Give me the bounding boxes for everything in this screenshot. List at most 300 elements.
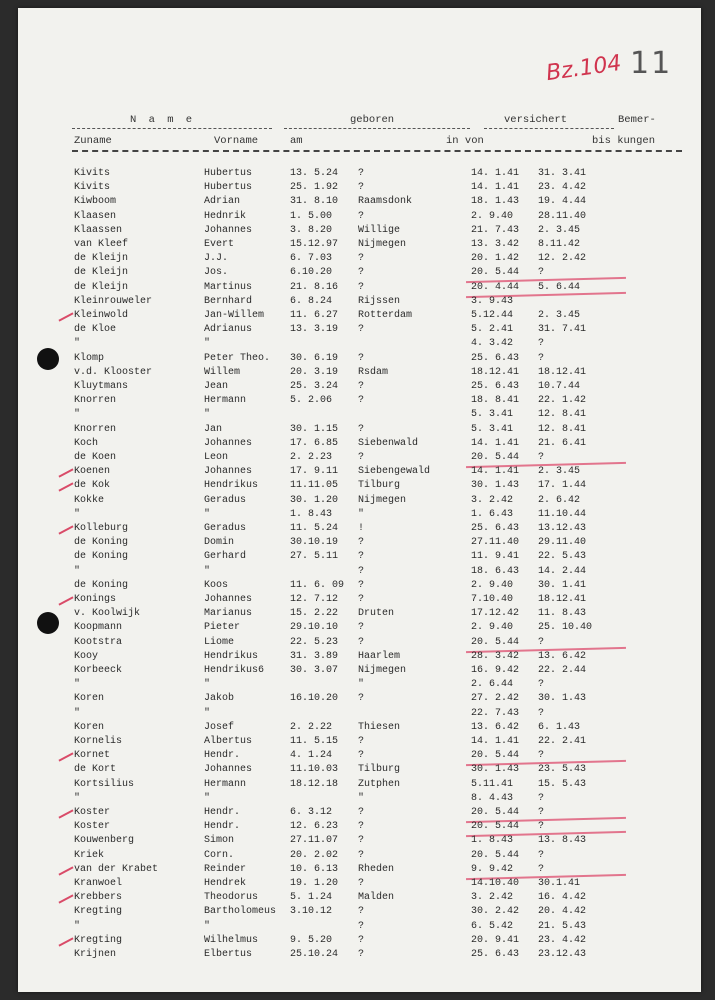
cell-place: ? bbox=[358, 565, 365, 577]
cell-v1: 1. 6.43 bbox=[471, 508, 514, 520]
table-row bbox=[18, 395, 701, 409]
cell-date: 12. 6.23 bbox=[290, 821, 339, 833]
cell-date: 11. 6.27 bbox=[290, 310, 339, 321]
cell-place: Rotterdam bbox=[358, 310, 413, 321]
cell-date: 27. 5.11 bbox=[290, 551, 339, 563]
cell-surname: Konings bbox=[74, 594, 117, 605]
cell-date: 11.11.05 bbox=[290, 480, 339, 492]
cell-surname: de Kleijn bbox=[74, 281, 129, 293]
table-row bbox=[18, 253, 701, 267]
cell-v1: 18.12.41 bbox=[471, 366, 520, 378]
cell-surname: Koren bbox=[74, 693, 105, 705]
cell-surname: Kiwboom bbox=[74, 196, 117, 208]
table-row bbox=[18, 921, 701, 935]
table-row bbox=[18, 594, 701, 608]
cell-v2: ? bbox=[538, 636, 545, 648]
cell-date: 25. 1.92 bbox=[290, 182, 339, 194]
cell-v2: 12. 2.42 bbox=[538, 253, 587, 265]
cell-place: Tilburg bbox=[358, 764, 401, 776]
cell-v1: 14. 1.41 bbox=[471, 466, 520, 478]
table-row bbox=[18, 665, 701, 679]
table-row bbox=[18, 651, 701, 665]
cell-v1: 4. 3.42 bbox=[471, 338, 514, 350]
cell-surname: Korbeeck bbox=[74, 665, 123, 676]
cell-surname: Koster bbox=[74, 821, 111, 833]
cell-place: ? bbox=[358, 352, 365, 364]
cell-first: Theodorus bbox=[204, 892, 259, 904]
cell-place: ! bbox=[358, 523, 365, 534]
cell-v1: 18. 6.43 bbox=[471, 565, 520, 577]
cell-place: ? bbox=[358, 267, 365, 279]
cell-place: ? bbox=[358, 579, 365, 591]
cell-v2: 5. 6.44 bbox=[538, 281, 581, 293]
cell-first: " bbox=[204, 792, 211, 804]
cell-place: ? bbox=[358, 537, 365, 549]
cell-v1: 17.12.42 bbox=[471, 608, 520, 620]
cell-surname: Kregting bbox=[74, 906, 123, 918]
cell-first: " bbox=[204, 679, 211, 691]
cell-v2: 25. 10.40 bbox=[538, 622, 593, 634]
cell-surname: Knorren bbox=[74, 395, 117, 407]
table-row bbox=[18, 906, 701, 920]
cell-v1: 28. 3.42 bbox=[471, 650, 520, 662]
cell-surname: " bbox=[74, 565, 81, 577]
table-row bbox=[18, 239, 701, 253]
cell-first: Geradus bbox=[204, 494, 247, 506]
cell-place: " bbox=[358, 508, 365, 520]
table-row bbox=[18, 935, 701, 949]
cell-v1: 1. 8.43 bbox=[471, 835, 514, 847]
cell-v1: 3. 9.43 bbox=[471, 295, 514, 307]
cell-v2: 23.12.43 bbox=[538, 949, 587, 960]
cell-v1: 7.10.40 bbox=[471, 594, 514, 605]
cell-first: Josef bbox=[204, 721, 235, 733]
cell-surname: de Kloe bbox=[74, 324, 117, 336]
table-row bbox=[18, 566, 701, 580]
cell-date: 31. 8.10 bbox=[290, 196, 339, 208]
cell-first: Bartholomeus bbox=[204, 906, 277, 918]
header-bis-kungen: bis kungen bbox=[592, 135, 656, 147]
cell-first: Jan bbox=[204, 423, 223, 435]
cell-place: ? bbox=[358, 835, 365, 847]
cell-v1: 14. 1.41 bbox=[471, 168, 520, 179]
cell-first: Hermann bbox=[204, 778, 247, 790]
cell-v2: 17. 1.44 bbox=[538, 480, 587, 492]
cell-surname: " bbox=[74, 679, 81, 691]
cell-surname: Knorren bbox=[74, 423, 117, 435]
cell-v1: 2. 9.40 bbox=[471, 622, 514, 634]
punch-hole-top bbox=[37, 348, 59, 370]
cell-first: Jean bbox=[204, 381, 229, 392]
cell-first: Wilhelmus bbox=[204, 934, 259, 946]
cell-first: J.J. bbox=[204, 253, 229, 265]
cell-date: 11. 5.24 bbox=[290, 523, 339, 534]
cell-v2: 2. 3.45 bbox=[538, 466, 581, 478]
cell-surname: van Kleef bbox=[74, 239, 129, 250]
cell-v2: 14. 2.44 bbox=[538, 565, 587, 577]
cell-v1: 2. 6.44 bbox=[471, 679, 514, 691]
cell-v2: 13.12.43 bbox=[538, 523, 587, 534]
cell-place: Rsdam bbox=[358, 366, 389, 378]
cell-date: 30. 3.07 bbox=[290, 665, 339, 676]
cell-v1: 25. 6.43 bbox=[471, 352, 520, 364]
table-row bbox=[18, 196, 701, 210]
cell-v1: 13. 6.42 bbox=[471, 721, 520, 733]
cell-v1: 20. 1.42 bbox=[471, 253, 520, 265]
table-row bbox=[18, 367, 701, 381]
cell-first: Johannes bbox=[204, 764, 253, 776]
cell-v2: 6. 1.43 bbox=[538, 721, 581, 733]
table-row bbox=[18, 338, 701, 352]
cell-v2: 22. 2.41 bbox=[538, 736, 587, 747]
cell-v2: 11. 8.43 bbox=[538, 608, 587, 620]
cell-v2: 2. 6.42 bbox=[538, 494, 581, 506]
table-row bbox=[18, 182, 701, 196]
cell-date: 19. 1.20 bbox=[290, 878, 339, 889]
cell-date: 30. 1.15 bbox=[290, 423, 339, 435]
cell-v2: 30. 1.43 bbox=[538, 693, 587, 705]
cell-v2: 20. 4.42 bbox=[538, 906, 587, 918]
cell-v2: 30.1.41 bbox=[538, 878, 581, 889]
cell-place: ? bbox=[358, 210, 365, 222]
cell-v1: 11. 9.41 bbox=[471, 551, 520, 563]
cell-v1: 25. 6.43 bbox=[471, 381, 520, 392]
cell-v1: 2. 9.40 bbox=[471, 579, 514, 591]
cell-first: Pieter bbox=[204, 622, 241, 634]
cell-v1: 14. 1.41 bbox=[471, 736, 520, 747]
cell-date: 5. 1.24 bbox=[290, 892, 333, 904]
cell-date: 30. 6.19 bbox=[290, 352, 339, 364]
cell-surname: Kortsilius bbox=[74, 778, 135, 790]
cell-v2: 22. 1.42 bbox=[538, 395, 587, 407]
header-versichert: versichert bbox=[504, 114, 568, 126]
table-row bbox=[18, 779, 701, 793]
cell-first: Adrian bbox=[204, 196, 241, 208]
cell-v1: 6. 5.42 bbox=[471, 920, 514, 932]
cell-v2: 2. 3.45 bbox=[538, 224, 581, 236]
cell-first: Hednrik bbox=[204, 210, 247, 222]
cell-date: 9. 5.20 bbox=[290, 934, 333, 946]
cell-first: Albertus bbox=[204, 736, 253, 747]
cell-surname: Klaassen bbox=[74, 224, 123, 236]
cell-first: Geradus bbox=[204, 523, 247, 534]
cell-place: ? bbox=[358, 736, 365, 747]
cell-place: ? bbox=[358, 906, 365, 918]
cell-surname: v.d. Klooster bbox=[74, 366, 153, 378]
table-row bbox=[18, 296, 701, 310]
cell-surname: Kranwoel bbox=[74, 878, 123, 889]
cell-date: 10. 6.13 bbox=[290, 863, 339, 875]
cell-v1: 2. 9.40 bbox=[471, 210, 514, 222]
cell-v2: 22. 5.43 bbox=[538, 551, 587, 563]
header-geboren: geboren bbox=[350, 114, 395, 126]
cell-first: Hendr. bbox=[204, 807, 241, 818]
cell-surname: Krijnen bbox=[74, 949, 117, 960]
table-row bbox=[18, 693, 701, 707]
cell-surname: de Koning bbox=[74, 579, 129, 591]
cell-v2: 15. 5.43 bbox=[538, 778, 587, 790]
cell-first: Willem bbox=[204, 366, 241, 378]
table-row bbox=[18, 381, 701, 395]
cell-place: Nijmegen bbox=[358, 665, 407, 676]
cell-v2: 16. 4.42 bbox=[538, 892, 587, 904]
cell-date: 25. 3.24 bbox=[290, 381, 339, 392]
cell-place: ? bbox=[358, 253, 365, 265]
cell-surname: Kluytmans bbox=[74, 381, 129, 392]
cell-v2: ? bbox=[538, 267, 545, 279]
table-row bbox=[18, 509, 701, 523]
cell-v1: 16. 9.42 bbox=[471, 665, 520, 676]
cell-first: Koos bbox=[204, 579, 229, 591]
cell-v1: 20. 4.44 bbox=[471, 281, 520, 293]
cell-first: Hermann bbox=[204, 395, 247, 407]
cell-v1: 20. 5.44 bbox=[471, 267, 520, 279]
cell-surname: " bbox=[74, 707, 81, 719]
cell-v1: 20. 5.44 bbox=[471, 849, 520, 861]
cell-surname: Krebbers bbox=[74, 892, 123, 904]
cell-surname: " bbox=[74, 920, 81, 932]
cell-v1: 14. 1.41 bbox=[471, 437, 520, 449]
cell-date: 30. 1.20 bbox=[290, 494, 339, 506]
cell-first: " bbox=[204, 508, 211, 520]
cell-place: Siebenwald bbox=[358, 437, 419, 449]
cell-place: Rheden bbox=[358, 863, 395, 875]
cell-first: Domin bbox=[204, 537, 235, 549]
table-row bbox=[18, 424, 701, 438]
cell-place: " bbox=[358, 679, 365, 691]
cell-surname: Koch bbox=[74, 437, 99, 449]
cell-date: 12. 7.12 bbox=[290, 594, 339, 605]
page-number: 11 bbox=[630, 46, 673, 81]
cell-first: Hendrikus6 bbox=[204, 665, 265, 676]
cell-first: Corn. bbox=[204, 849, 235, 861]
header-am: am bbox=[290, 135, 303, 147]
cell-first: Peter Theo. bbox=[204, 352, 271, 364]
cell-v2: 13. 6.42 bbox=[538, 650, 587, 662]
cell-surname: Kootstra bbox=[74, 636, 123, 648]
cell-surname: Koopmann bbox=[74, 622, 123, 634]
cell-date: 17. 9.11 bbox=[290, 466, 339, 478]
cell-date: 25.10.24 bbox=[290, 949, 339, 960]
cell-first: Hendrek bbox=[204, 878, 247, 889]
cell-v1: 5.11.41 bbox=[471, 778, 514, 790]
cell-surname: Koenen bbox=[74, 466, 111, 478]
cell-place: Zutphen bbox=[358, 778, 401, 790]
cell-v2: 31. 3.41 bbox=[538, 168, 587, 179]
cell-surname: " bbox=[74, 792, 81, 804]
cell-first: " bbox=[204, 707, 211, 719]
cell-place: Rijssen bbox=[358, 295, 401, 307]
cell-place: Tilburg bbox=[358, 480, 401, 492]
cell-place: ? bbox=[358, 920, 365, 932]
cell-surname: Koren bbox=[74, 721, 105, 733]
table-row bbox=[18, 537, 701, 551]
table-row bbox=[18, 466, 701, 480]
table-row bbox=[18, 168, 701, 182]
cell-date: 11. 5.15 bbox=[290, 736, 339, 747]
cell-date: 4. 1.24 bbox=[290, 750, 333, 762]
cell-place: Siebengewald bbox=[358, 466, 431, 478]
cell-v2: 11.10.44 bbox=[538, 508, 587, 520]
cell-place: ? bbox=[358, 594, 365, 605]
cell-first: Martinus bbox=[204, 281, 253, 293]
cell-v2: ? bbox=[538, 452, 545, 463]
cell-v2: 23. 4.42 bbox=[538, 182, 587, 194]
cell-date: 29.10.10 bbox=[290, 622, 339, 634]
cell-first: Hendr. bbox=[204, 750, 241, 762]
cell-v1: 9. 9.42 bbox=[471, 863, 514, 875]
cell-date: 3. 8.20 bbox=[290, 224, 333, 236]
cell-surname: de Kleijn bbox=[74, 267, 129, 279]
cell-date: 3.10.12 bbox=[290, 906, 333, 918]
cell-v1: 30. 2.42 bbox=[471, 906, 520, 918]
cell-place: ? bbox=[358, 324, 365, 336]
cell-v1: 5. 3.41 bbox=[471, 423, 514, 435]
header-underline-versichert bbox=[484, 128, 614, 129]
cell-v2: ? bbox=[538, 849, 545, 861]
table-row bbox=[18, 551, 701, 565]
cell-date: 31. 3.89 bbox=[290, 650, 339, 662]
table-row bbox=[18, 523, 701, 537]
cell-first: Johannes bbox=[204, 594, 253, 605]
cell-v1: 13. 3.42 bbox=[471, 239, 520, 250]
cell-v2: ? bbox=[538, 807, 545, 818]
cell-v2: 2. 3.45 bbox=[538, 310, 581, 321]
cell-v2: ? bbox=[538, 863, 545, 875]
cell-place: ? bbox=[358, 182, 365, 194]
cell-place: ? bbox=[358, 452, 365, 463]
cell-place: ? bbox=[358, 878, 365, 889]
cell-v1: 20. 5.44 bbox=[471, 636, 520, 648]
cell-v2: 29.11.40 bbox=[538, 537, 587, 549]
cell-v1: 3. 2.42 bbox=[471, 494, 514, 506]
cell-v1: 25. 6.43 bbox=[471, 523, 520, 534]
cell-v2: ? bbox=[538, 679, 545, 691]
cell-surname: Klomp bbox=[74, 352, 105, 364]
cell-date: 20. 3.19 bbox=[290, 366, 339, 378]
cell-surname: de Koning bbox=[74, 537, 129, 549]
cell-place: Willige bbox=[358, 224, 401, 236]
table-row bbox=[18, 679, 701, 693]
cell-v2: 28.11.40 bbox=[538, 210, 587, 222]
header-underline-geboren bbox=[284, 128, 470, 129]
cell-v2: ? bbox=[538, 338, 545, 350]
table-row bbox=[18, 764, 701, 778]
cell-date: 22. 5.23 bbox=[290, 636, 339, 648]
table-row bbox=[18, 480, 701, 494]
table-row bbox=[18, 736, 701, 750]
cell-surname: Kivits bbox=[74, 182, 111, 194]
cell-date: 18.12.18 bbox=[290, 778, 339, 790]
cell-v1: 5. 3.41 bbox=[471, 409, 514, 421]
cell-surname: Kolleburg bbox=[74, 523, 129, 534]
cell-v2: 8.11.42 bbox=[538, 239, 581, 250]
cell-first: Jos. bbox=[204, 267, 229, 279]
cell-surname: de Koen bbox=[74, 452, 117, 463]
cell-date: 16.10.20 bbox=[290, 693, 339, 705]
cell-surname: Kooy bbox=[74, 650, 99, 662]
cell-first: Reinder bbox=[204, 863, 247, 875]
cell-surname: Koster bbox=[74, 807, 111, 818]
cell-v2: ? bbox=[538, 707, 545, 719]
cell-place: ? bbox=[358, 636, 365, 648]
table-row bbox=[18, 708, 701, 722]
cell-place: ? bbox=[358, 750, 365, 762]
cell-date: 5. 2.06 bbox=[290, 395, 333, 407]
header-bemer: Bemer- bbox=[618, 114, 656, 126]
cell-place: ? bbox=[358, 622, 365, 634]
cell-place: ? bbox=[358, 395, 365, 407]
table-row bbox=[18, 495, 701, 509]
cell-date: 11. 6. 09 bbox=[290, 579, 345, 591]
cell-first: Johannes bbox=[204, 466, 253, 478]
cell-first: Leon bbox=[204, 452, 229, 463]
cell-first: Hubertus bbox=[204, 168, 253, 179]
table-row bbox=[18, 211, 701, 225]
cell-place: ? bbox=[358, 934, 365, 946]
cell-date: 2. 2.23 bbox=[290, 452, 333, 463]
table-row bbox=[18, 835, 701, 849]
cell-v1: 5. 2.41 bbox=[471, 324, 514, 336]
cell-date: 1. 8.43 bbox=[290, 508, 333, 520]
cell-v1: 27. 2.42 bbox=[471, 693, 520, 705]
cell-v1: 30. 1.43 bbox=[471, 480, 520, 492]
cell-place: ? bbox=[358, 423, 365, 435]
cell-surname: " bbox=[74, 409, 81, 421]
cell-v2: 12. 8.41 bbox=[538, 423, 587, 435]
cell-surname: " bbox=[74, 338, 81, 350]
table-row bbox=[18, 608, 701, 622]
cell-first: Hendr. bbox=[204, 821, 241, 833]
table-row bbox=[18, 850, 701, 864]
cell-first: Simon bbox=[204, 835, 235, 847]
cell-v1: 30. 1.43 bbox=[471, 764, 520, 776]
table-row bbox=[18, 949, 701, 963]
header-in-von: in von bbox=[446, 135, 484, 147]
cell-v2: 12. 8.41 bbox=[538, 409, 587, 421]
cell-v1: 18. 1.43 bbox=[471, 196, 520, 208]
cell-place: Raamsdonk bbox=[358, 196, 413, 208]
cell-place: Thiesen bbox=[358, 721, 401, 733]
cell-v2: 18.12.41 bbox=[538, 366, 587, 378]
cell-date: 13. 5.24 bbox=[290, 168, 339, 179]
cell-place: ? bbox=[358, 281, 365, 293]
cell-v1: 22. 7.43 bbox=[471, 707, 520, 719]
cell-surname: Kivits bbox=[74, 168, 111, 179]
cell-date: 15.12.97 bbox=[290, 239, 339, 250]
cell-surname: Kleinwold bbox=[74, 310, 129, 321]
cell-surname: Kornelis bbox=[74, 736, 123, 747]
cell-first: Hendrikus bbox=[204, 650, 259, 662]
cell-surname: Kokke bbox=[74, 494, 105, 506]
cell-v2: ? bbox=[538, 821, 545, 833]
header-rule bbox=[72, 150, 682, 152]
cell-v1: 5.12.44 bbox=[471, 310, 514, 321]
cell-v1: 20. 5.44 bbox=[471, 807, 520, 818]
document-page bbox=[18, 8, 701, 992]
cell-surname: de Koning bbox=[74, 551, 129, 563]
cell-v2: 19. 4.44 bbox=[538, 196, 587, 208]
cell-date: 6.10.20 bbox=[290, 267, 333, 279]
cell-place: Malden bbox=[358, 892, 395, 904]
cell-surname: Klaasen bbox=[74, 210, 117, 222]
cell-surname: v. Koolwijk bbox=[74, 608, 141, 620]
header-underline-name bbox=[72, 128, 272, 129]
cell-first: Elbertus bbox=[204, 949, 253, 960]
cell-v1: 14. 1.41 bbox=[471, 182, 520, 194]
cell-v1: 21. 7.43 bbox=[471, 224, 520, 236]
header-zuname: Zuname bbox=[74, 135, 112, 147]
